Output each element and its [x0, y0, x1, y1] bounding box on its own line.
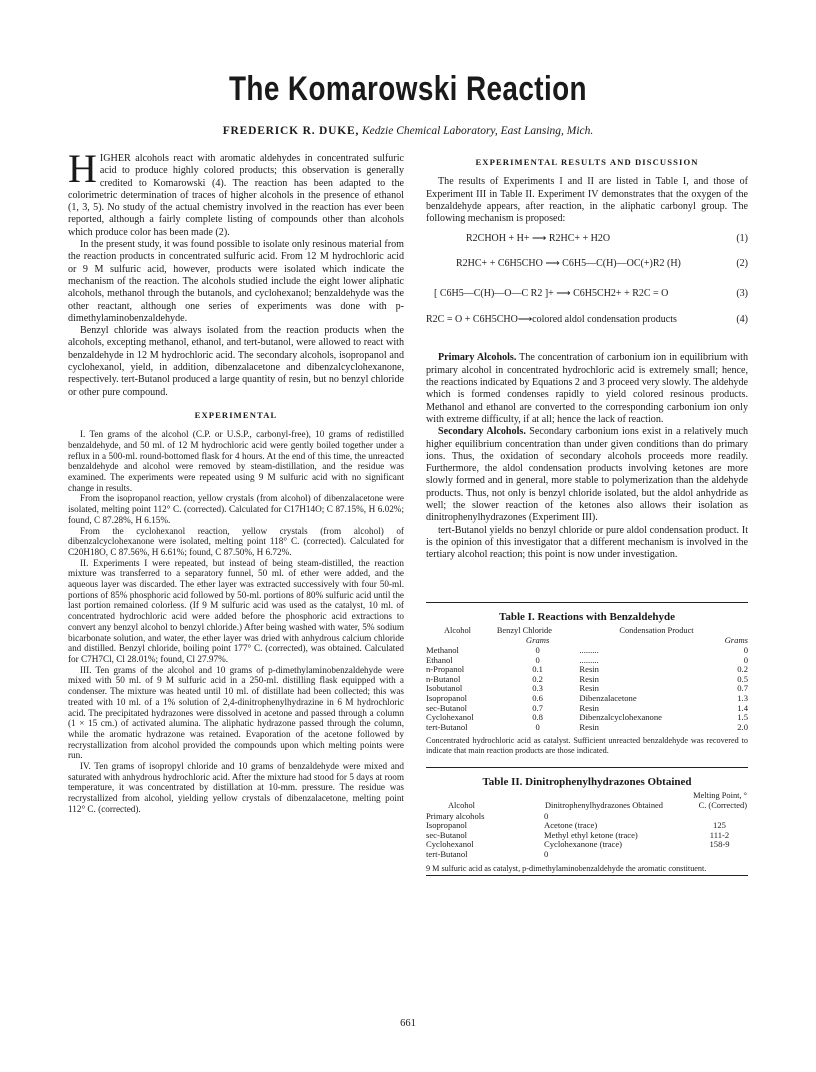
- table1-cell: Ethanol: [426, 654, 453, 665]
- table1-cell: Dibenzalacetone: [579, 692, 637, 703]
- page-number: 661: [400, 1018, 416, 1029]
- table1-cell: 0.8: [532, 712, 543, 723]
- table2-cell: tert-Butanol: [426, 849, 468, 860]
- table1-cell: 0.7: [532, 702, 543, 713]
- article-title: The Komarowski Reaction: [228, 70, 588, 108]
- table2-cell: 0: [544, 849, 549, 860]
- table2-cell: [691, 850, 748, 860]
- table1-cell: 0.6: [532, 692, 543, 703]
- table1-cell: sec-Butanol: [426, 702, 468, 713]
- table1-header-condensation: Condensation Product: [619, 625, 694, 635]
- table1-cell: 1.4: [737, 702, 748, 713]
- table1-cell: n-Propanol: [426, 664, 465, 675]
- exp-paragraph-2: From the isopropanol reaction, yellow crystals (from alcohol) of dibenzalacetone were isolated, melting point 112° C. (corrected). Calculated for C17H14O; C 87.15%, H 6.02%; found, C 87.28%, H 6.15%.: [68, 493, 404, 525]
- table2-cell: Cyclohexanone (trace): [544, 839, 623, 850]
- table1-cell: 0: [535, 645, 540, 656]
- table2-cell: Acetone (trace): [544, 820, 598, 831]
- equation-4: [426, 312, 748, 334]
- table2-row: [426, 850, 748, 860]
- table2-row: [426, 840, 748, 850]
- table1-cell: 0.2: [737, 664, 748, 675]
- intro-paragraph-3: Benzyl chloride was always isolated from the reaction products when the alcohols, excepting methanol, ethanol, and tert-butanol, were allowed to react with benzaldehyde in 12 M hydrochloric acid. The secondary alcohols, isopropanol and cyclohexanol, yield, in addition, dibenzalacetone and dibenzalcyclohexanone, respectively. tert-Butanol produced a large quantity of resin, but no benzyl chloride or other pure compound.: [68, 325, 404, 398]
- table2-cell: 158-9: [709, 839, 730, 850]
- equation-3-text: [ C6H5—C(H)—O—C R2 ]+ ⟶ C6H5CH2+ + R2C = O: [434, 288, 669, 300]
- equation-4-text: R2C = O + C6H5CHO⟶colored aldol condensation products: [426, 314, 677, 326]
- table1-cell: 1.3: [737, 692, 748, 703]
- experimental-section: [68, 429, 404, 814]
- table1-cell: Resin: [579, 683, 599, 694]
- table1-cell: 0.7: [737, 683, 748, 694]
- intro-p1-text: IGHER alcohols react with aromatic aldehydes in concentrated sulfuric acid to produce highly colored products; this observation is generally credited to Komarowski (4). The reaction has been adapted to the colorimetric determination of traces of higher alcohols in the presence of ethanol (1, 3, 5). No study of the actual chemistry involved in the reaction has ever been reported, although a fairly complete listing of compounds other than alcohols which produce color has been made (2).: [68, 153, 404, 238]
- equation-2-number: (2): [736, 258, 748, 270]
- table1-cell: 0: [743, 645, 748, 656]
- left-column: [68, 146, 404, 815]
- author-affiliation: Kedzie Chemical Laboratory, East Lansing, Mich.: [362, 125, 594, 137]
- table2: [426, 790, 748, 859]
- table1-cell: 0: [535, 721, 540, 732]
- table2-header-dnph: Dinitrophenylhydrazones Obtained: [545, 801, 663, 811]
- table1-unit-condensation: Grams: [724, 635, 748, 646]
- equation-4-number: (4): [736, 314, 748, 326]
- tert-butanol-paragraph: tert-Butanol yields no benzyl chloride or pure aldol condensation product. It is the opinion of this investigator that a different mechanism is involved in the tertiary alcohol reaction; this point is now under investigation.: [426, 524, 748, 561]
- table1-cell: .........: [579, 654, 599, 665]
- table1-unit-benzyl: Grams: [525, 635, 550, 646]
- results-paragraph: The results of Experiments I and II are listed in Table I, and those of Experiment III in Table II. Experiment IV demonstrates that the oxygen of the benzaldehyde appears, after reaction, in the aliphatic carbonyl group. The following mechanism is proposed:: [426, 176, 748, 225]
- table1-footnote: Concentrated hydrochloric acid as catalyst. Sufficient unreacted benzaldehyde was recovered to indicate that main reaction products are those indicated.: [426, 736, 748, 755]
- table2-title: Table II. Dinitrophenylhydrazones Obtained: [482, 776, 692, 789]
- table1-cell: Resin: [579, 702, 599, 713]
- table1-cell: 0.3: [532, 683, 543, 694]
- table2-header-alcohol: Alcohol: [448, 801, 475, 811]
- table1-cell: .........: [579, 645, 599, 656]
- table1-cell: Dibenzalcyclohexanone: [579, 712, 662, 723]
- equation-1-text: R2CHOH + H+ ⟶ R2HC+ + H2O: [466, 233, 611, 245]
- equation-1: [426, 231, 748, 250]
- table1-cell: Isopropanol: [426, 692, 468, 703]
- table1-header-row: [426, 625, 748, 637]
- table2-header-mp: Melting Point, ° C. (Corrected): [693, 791, 747, 811]
- secondary-alcohols-paragraph: [426, 426, 748, 524]
- table2-cell: Cyclohexanol: [426, 839, 474, 850]
- table1-cell: 0.2: [532, 673, 543, 684]
- table1-cell: Isobutanol: [426, 683, 463, 694]
- table1-cell: 0: [535, 654, 540, 665]
- intro-paragraph-2: In the present study, it was found possible to isolate only resinous material from the reaction products in concentrated sulfuric acid. From 12 M hydrochloric acid or 9 M sulfuric acid, however, products were isolated which indicate the mechanism of the reaction. The alcohols studied include the eight lower aliphatic alcohols, methanol through the butanols, and cyclohexanol; benzaldehyde was the other reactant, although one series of experiments was done with p-dimethylaminobenzaldehyde.: [68, 239, 404, 324]
- table2-footnote: 9 M sulfuric acid as catalyst, p-dimethylaminobenzaldehyde the aromatic constituent.: [426, 863, 707, 873]
- table2-cell: 0: [544, 810, 549, 821]
- table1-cell: n-Butanol: [426, 673, 461, 684]
- exp-paragraph-6: IV. Ten grams of isopropyl chloride and 10 grams of benzaldehyde were mixed and saturated with anhydrous hydrochloric acid. After the mixture had stood for 5 days at room temperature, it was concentrated by distillation at 10-mm. pressure. The residue was recrystallized from alcohol, yielding yellow crystals of dibenzalacetone, melting point 112° C. (corrected).: [68, 761, 404, 814]
- author-line: [0, 125, 816, 137]
- table1-header-alcohol: Alcohol: [444, 625, 471, 635]
- exp-paragraph-4: II. Experiments I were repeated, but instead of being steam-distilled, the reaction mixture was transferred to a separatory funnel, 50 ml. of ether were added, and the aqueous layer was discarded. The ether layer was extracted successively with four 50-ml. portions of 85% phosphoric acid followed by 50-ml. portions of 80% sulfuric acid until the last portion remained colorless. (If 9 M sulfuric acid was used as the catalyst, 10 ml. of concentrated hydrochloric acid were added before the phosphoric acid extractions to convert any benzyl alcohol to benzyl chloride.) After being washed with water, 5% sodium bicarbonate solution, and water, the ether layer was dried with anhydrous calcium chloride and distilled. Benzyl chloride, boiling point 177° C. (corrected), was obtained. Calculated for C7H7Cl, Cl 28.01%; found, Cl 27.97%.: [68, 557, 404, 664]
- table1-cell: 2.0: [737, 721, 748, 732]
- table1-title: Table I. Reactions with Benzaldehyde: [499, 610, 675, 623]
- table2-cell: 125: [713, 820, 726, 831]
- equation-3-number: (3): [736, 288, 748, 300]
- table1: [426, 625, 748, 733]
- right-column: [426, 153, 748, 876]
- equation-3: [426, 280, 748, 312]
- table1-cell: 0: [743, 654, 748, 665]
- table1-row: [426, 723, 748, 733]
- table1-cell: Resin: [579, 664, 599, 675]
- table2-header-row: [426, 790, 748, 811]
- table1-cell: 1.5: [737, 712, 748, 723]
- table1-cell: 0.5: [737, 673, 748, 684]
- experimental-heading: EXPERIMENTAL: [194, 409, 278, 420]
- table2-cell: Methyl ethyl ketone (trace): [544, 829, 638, 840]
- equation-1-number: (1): [736, 233, 748, 245]
- author-name: FREDERICK R. DUKE,: [222, 125, 360, 137]
- exp-paragraph-3: From the cyclohexanol reaction, yellow crystals (from alcohol) of dibenzalcyclohexanone were isolated, melting point 118° C. (corrected). Calculated for C20H18O, C 87.56%, H 6.61%; found, C 87.50%, H 6.72%.: [68, 525, 404, 557]
- primary-alcohols-label: Primary Alcohols.: [438, 352, 517, 364]
- intro-paragraph-1: [68, 146, 404, 239]
- table2-bottom-rule: [426, 875, 748, 876]
- table1-cell: Cyclohexanol: [426, 712, 474, 723]
- table1-cell: tert-Butanol: [426, 721, 468, 732]
- table2-cell: 111-2: [709, 829, 730, 840]
- results-heading: EXPERIMENTAL RESULTS AND DISCUSSION: [475, 157, 699, 167]
- secondary-alcohols-text: Secondary carbonium ions exist in a relatively much higher equilibrium concentration than under given conditions than do primary ions. Thus, the oxidation of secondary alcohols proceeds more readily. Furthermore, the aldol condensation products involving ketones are more slowly formed and in general, more stable to polymerization than the aldehyde products. Thus, not only is benzyl chloride isolated, but the aldol anhydride as well; the slower reaction of the ketones also allows their isolation as dinitrophenylhydrazones (Experiment III).: [426, 426, 748, 524]
- primary-alcohols-paragraph: [426, 352, 748, 426]
- exp-paragraph-5: III. Ten grams of the alcohol and 10 grams of p-dimethylaminobenzaldehyde were mixed with 50 ml. of 9 M sulfuric acid in a 250-ml. distilling flask equipped with a condenser. The mixture was heated until 10 ml. of distillate had been collected; this was treated with 10 ml. of a 1% solution of 2,4-dinitrophenylhydrazine in 6 M hydrochloric acid. The precipitated hydrazones were dissolved in acetone and passed through a column (1 × 15 cm.) of activated alumina. The aliphatic hydrazone passed through the column, while the aromatic hydrazone was retained. Evaporation of the acetone followed by recrystallization from alcohol provided the compounds upon which melting points were run.: [68, 664, 404, 761]
- exp-paragraph-1: I. Ten grams of the alcohol (C.P. or U.S.P., carbonyl-free), 10 grams of redistilled benzaldehyde, and 50 ml. of 12 M hydrochloric acid were gently boiled together under a reflux in a 500-ml. round-bottomed flask for 4 hours. At the end of this time, the unreacted benzaldehyde and alcohol were removed by steam-distillation, and the residue was examined. The experiments were repeated using 9 M sulfuric acid with no significant change in results.: [68, 429, 404, 493]
- table1-cell: Methanol: [426, 645, 459, 656]
- table1-cell: 0.1: [532, 664, 543, 675]
- secondary-alcohols-label: Secondary Alcohols.: [438, 426, 526, 438]
- table2-cell: sec-Butanol: [426, 829, 468, 840]
- equation-2: [426, 250, 748, 280]
- table1-cell: Resin: [579, 673, 599, 684]
- table1-cell: Resin: [579, 721, 599, 732]
- primary-alcohols-text: The concentration of carbonium ion in equilibrium with primary alcohol in concentrated hydrochloric acid is extremely small; hence, the reactions indicated by Equations 2 and 3 proceed very slowly. The aldehyde which is formed condenses rapidly to yield colored resinous products. Methanol and ethanol are converted to the corresponding carbonium ion only with extreme difficulty, if at all; hence the lack of reaction.: [426, 352, 748, 425]
- equation-2-text: R2HC+ + C6H5CHO ⟶ C6H5—C(H)—OC(+)R2 (H): [456, 258, 681, 270]
- table2-cell: Isopropanol: [426, 820, 468, 831]
- table2-cell: Primary alcohols: [426, 810, 485, 821]
- table1-header-benzyl: Benzyl Chloride: [496, 625, 552, 635]
- drop-cap: H: [68, 146, 97, 191]
